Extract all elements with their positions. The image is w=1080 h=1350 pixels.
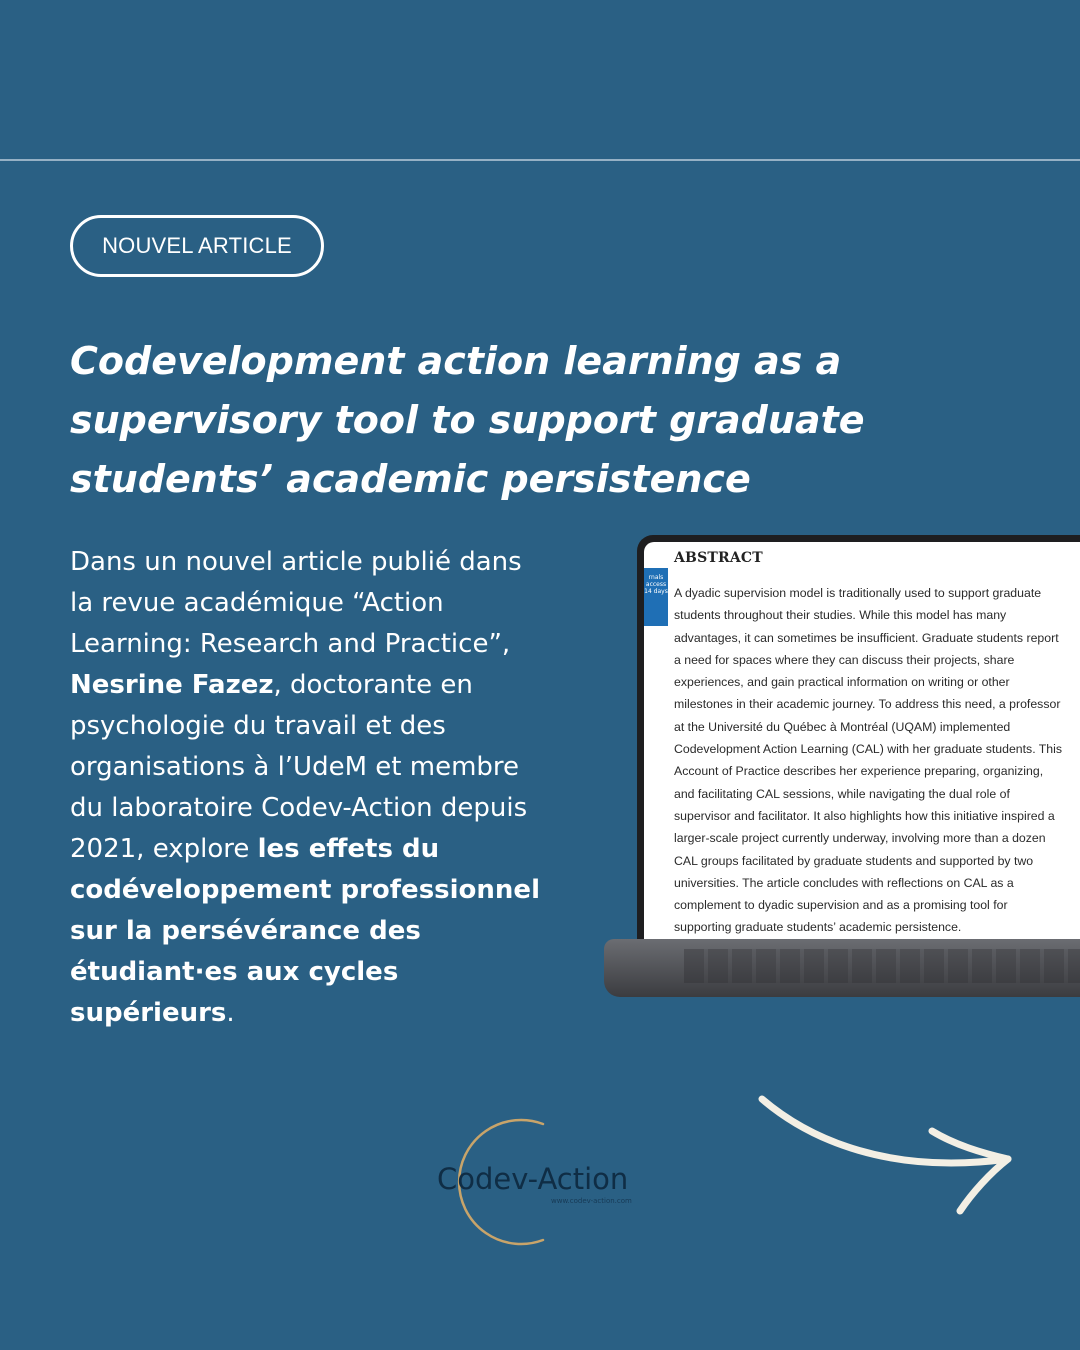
description-middle: , doctorante en psychologie du travail et des organisations à l’UdeM et membre du laboratoire Codev-Action depuis 2021, explore	[70, 670, 528, 864]
logo-name: Codev-Action	[437, 1162, 629, 1196]
article-title: Codevelopment action learning as a supervisory tool to support graduate students’ academic persistence	[70, 339, 865, 501]
abstract-text: A dyadic supervision model is traditionally used to support graduate students throughout their studies. While this model has many advantages, it can sometimes be insufficient. Graduate students report a need for spaces where they can discuss their projects, share experiences, and gain practical information on writing or other milestones in their academic journey. To address this need, a professor at the Université du Québec à Montréal (UQAM) implemented Codevelopment Action Learning (CAL) with her graduate students. This Account of Practice describes her experience preparing, organizing, and facilitating CAL sessions, while navigating the dual role of supervisor and facilitator. It also highlights how this initiative inspired a larger-scale project currently underway, involving more than a dozen CAL groups facilitated by graduate students and supported by two universities. The article concludes with reflections on CAL as a complement to dyadic supervision and as a promising tool for supporting graduate students’ academic persistence.	[674, 586, 1063, 935]
laptop-keyboard	[684, 949, 1080, 983]
new-article-tag	[70, 215, 324, 277]
description-highlight: les effets du codéveloppement professionnel sur la persévérance des étudiant·es aux cycles supérieurs	[70, 834, 540, 1028]
journal-tab-line: access	[645, 581, 667, 588]
codev-action-logo	[425, 1112, 665, 1252]
logo-url: www.codev-action.com	[551, 1197, 632, 1205]
description-end: .	[226, 998, 235, 1028]
laptop-mockup	[604, 535, 1080, 999]
journal-tab-line: rnals	[648, 574, 664, 581]
arrow-right-icon	[750, 1085, 1030, 1225]
journal-tab-line: 14 days	[644, 588, 668, 595]
top-divider	[0, 159, 1080, 161]
journal-side-tab	[644, 568, 668, 626]
article-description	[70, 542, 550, 1034]
laptop-screen	[644, 542, 1080, 940]
author-name: Nesrine Fazez	[70, 670, 274, 700]
description-intro: Dans un nouvel article publié dans la revue académique “Action Learning: Research and Practice”,	[70, 547, 522, 659]
new-article-tag-label: NOUVEL ARTICLE	[102, 233, 292, 258]
abstract-heading: ABSTRACT	[674, 550, 763, 566]
